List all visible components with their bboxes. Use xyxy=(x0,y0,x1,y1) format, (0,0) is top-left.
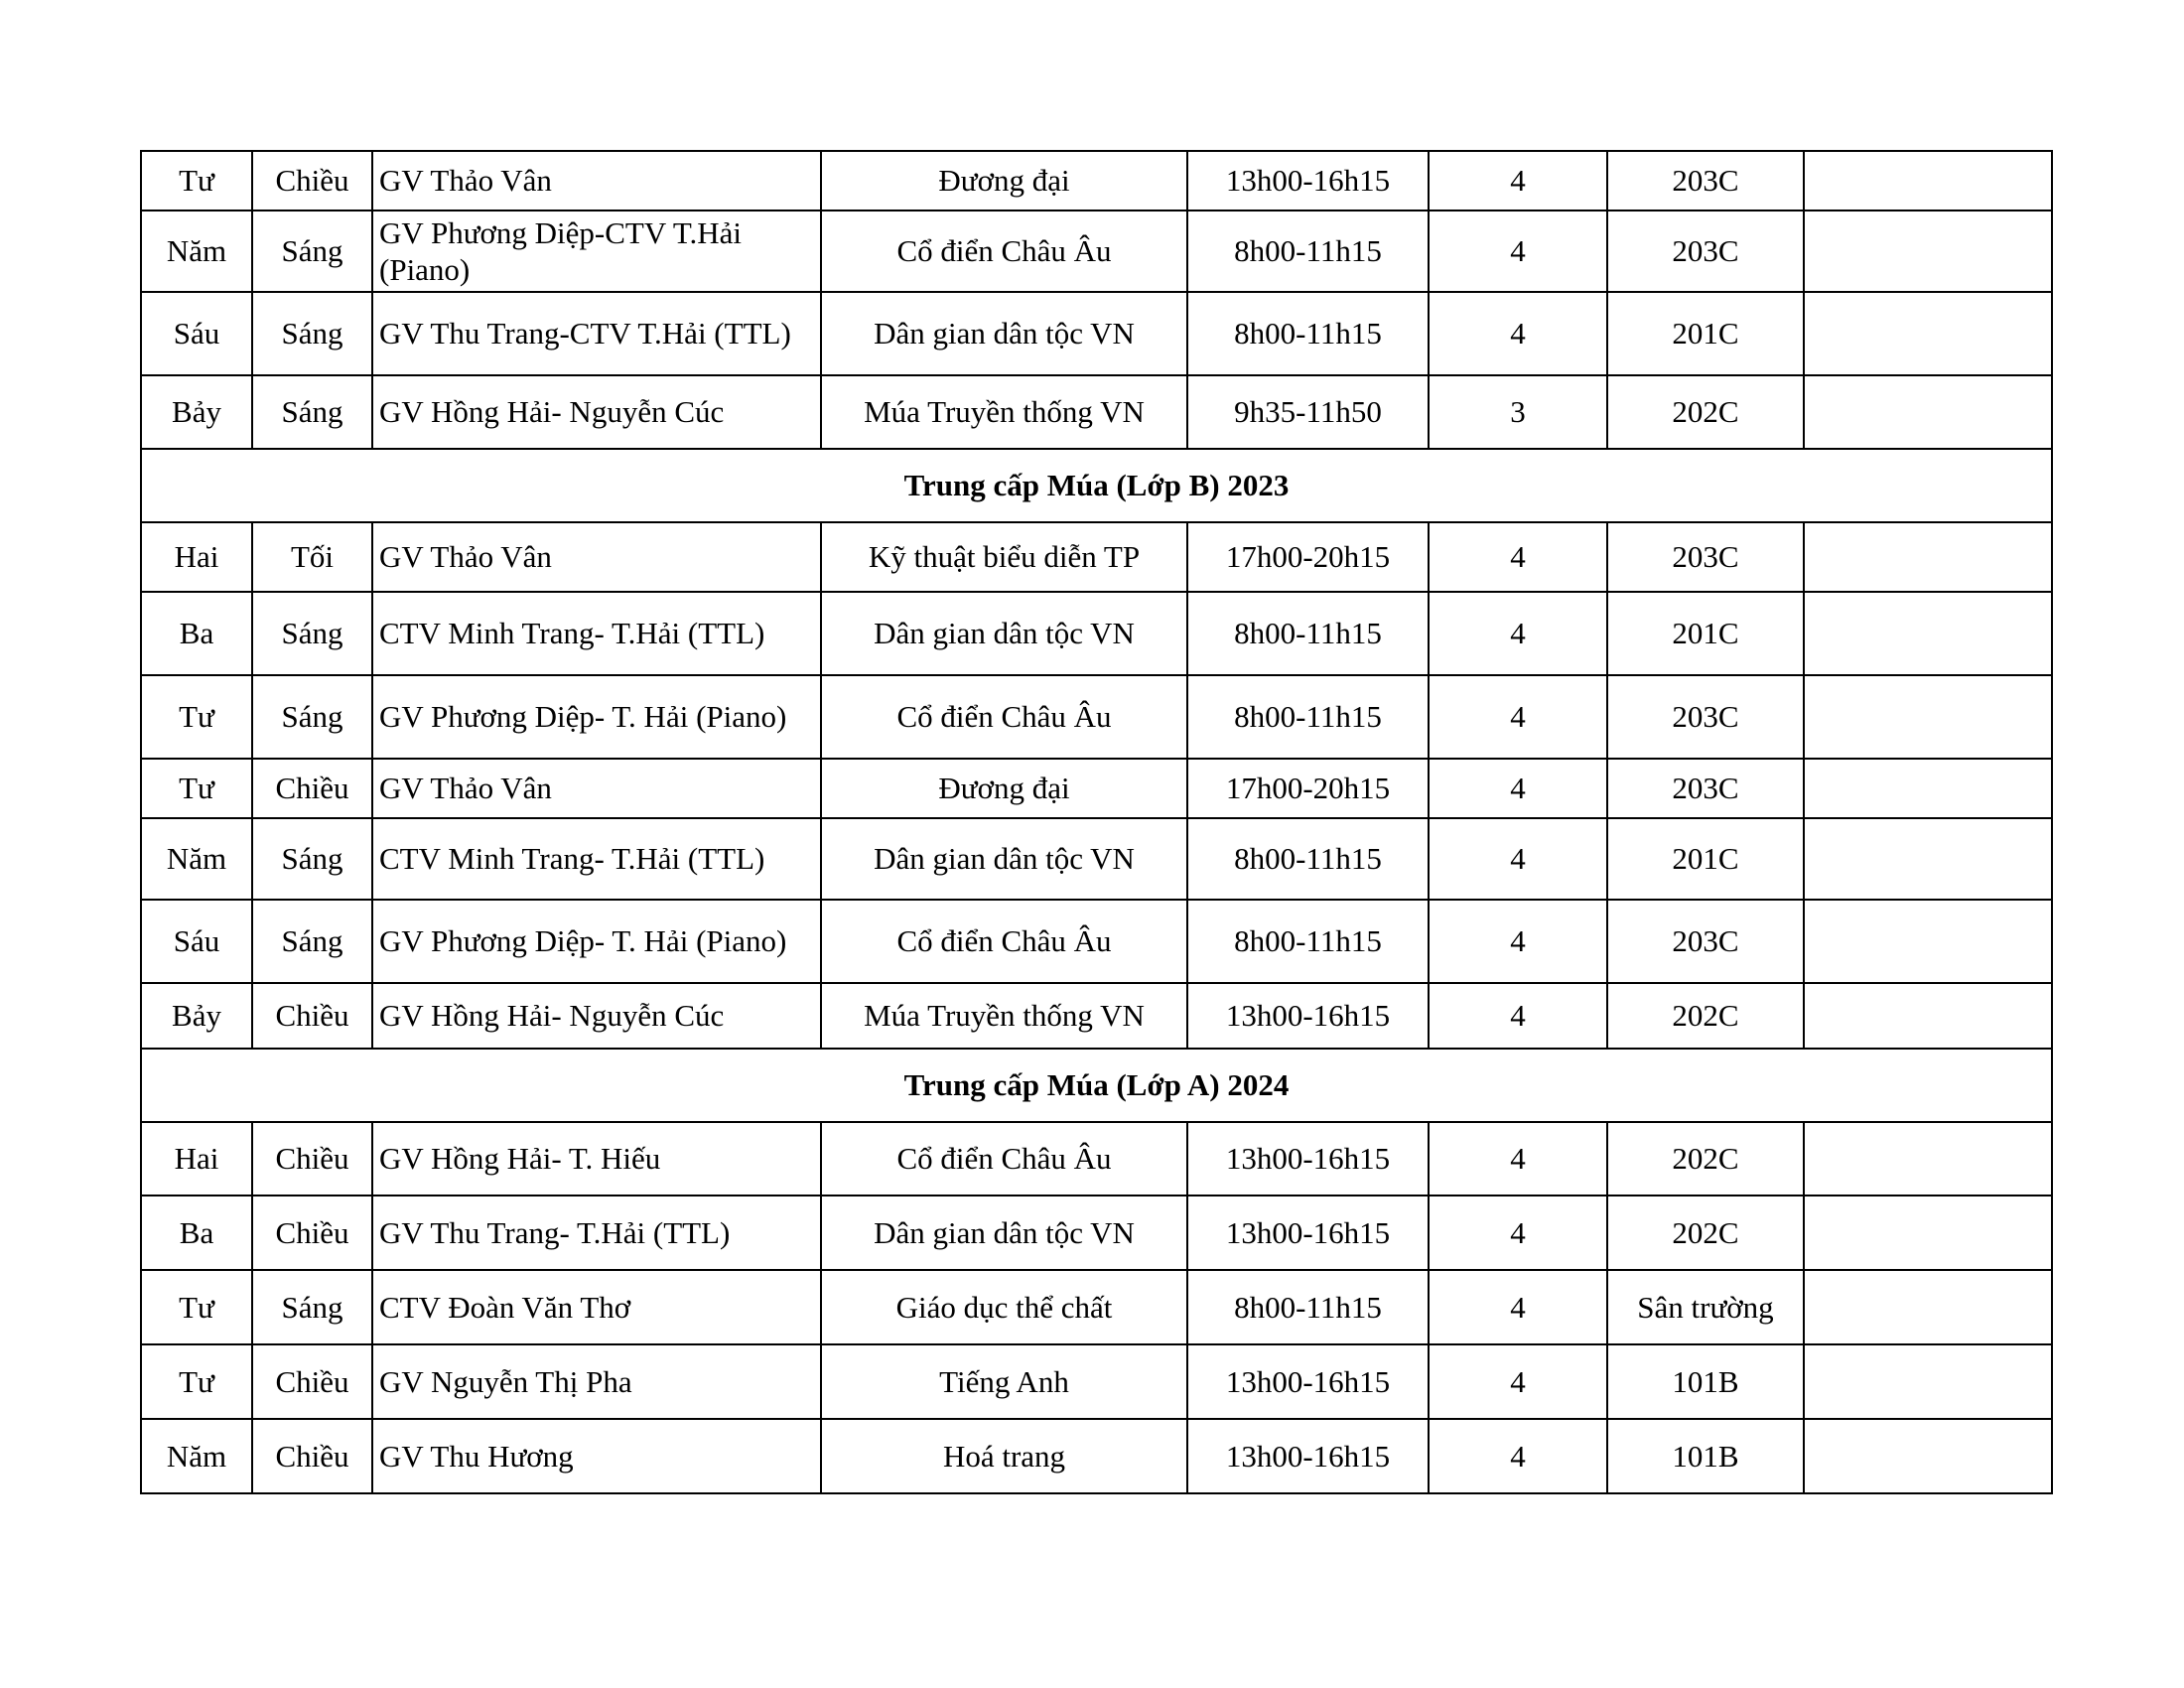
table-row xyxy=(141,983,2052,1049)
teacher-cell: GV Nguyễn Thị Pha xyxy=(372,1344,821,1419)
section-title: Trung cấp Múa (Lớp A) 2024 xyxy=(141,1049,2052,1122)
session-cell: Sáng xyxy=(252,292,372,375)
periods-cell: 4 xyxy=(1429,292,1607,375)
subject-cell: Kỹ thuật biểu diễn TP xyxy=(821,522,1187,592)
table-row xyxy=(141,900,2052,983)
subject-cell: Dân gian dân tộc VN xyxy=(821,1196,1187,1270)
session-cell: Sáng xyxy=(252,900,372,983)
note-cell xyxy=(1804,1270,2052,1344)
note-cell xyxy=(1804,1344,2052,1419)
subject-cell: Cổ điển Châu Âu xyxy=(821,900,1187,983)
teacher-cell: CTV Đoàn Văn Thơ xyxy=(372,1270,821,1344)
time-cell: 13h00-16h15 xyxy=(1187,1196,1429,1270)
time-cell: 13h00-16h15 xyxy=(1187,1122,1429,1196)
day-cell: Bảy xyxy=(141,983,252,1049)
table-row xyxy=(141,1419,2052,1493)
subject-cell: Cổ điển Châu Âu xyxy=(821,1122,1187,1196)
subject-cell: Hoá trang xyxy=(821,1419,1187,1493)
subject-cell: Giáo dục thể chất xyxy=(821,1270,1187,1344)
teacher-cell: GV Hồng Hải- T. Hiếu xyxy=(372,1122,821,1196)
teacher-cell: CTV Minh Trang- T.Hải (TTL) xyxy=(372,592,821,675)
time-cell: 13h00-16h15 xyxy=(1187,151,1429,211)
room-cell: 201C xyxy=(1607,818,1804,900)
session-cell: Chiều xyxy=(252,759,372,818)
table-row xyxy=(141,1196,2052,1270)
room-cell: 203C xyxy=(1607,900,1804,983)
day-cell: Năm xyxy=(141,211,252,292)
table-row xyxy=(141,759,2052,818)
day-cell: Hai xyxy=(141,1122,252,1196)
day-cell: Tư xyxy=(141,1344,252,1419)
room-cell: 101B xyxy=(1607,1344,1804,1419)
teacher-cell: GV Phương Diệp-CTV T.Hải (Piano) xyxy=(372,211,821,292)
session-cell: Sáng xyxy=(252,675,372,759)
room-cell: 202C xyxy=(1607,983,1804,1049)
session-cell: Sáng xyxy=(252,1270,372,1344)
periods-cell: 4 xyxy=(1429,900,1607,983)
time-cell: 13h00-16h15 xyxy=(1187,1344,1429,1419)
periods-cell: 4 xyxy=(1429,151,1607,211)
teacher-cell: GV Thảo Vân xyxy=(372,759,821,818)
teacher-cell: GV Thảo Vân xyxy=(372,522,821,592)
periods-cell: 4 xyxy=(1429,522,1607,592)
note-cell xyxy=(1804,522,2052,592)
day-cell: Tư xyxy=(141,151,252,211)
session-cell: Sáng xyxy=(252,592,372,675)
note-cell xyxy=(1804,211,2052,292)
session-cell: Chiều xyxy=(252,1196,372,1270)
subject-cell: Dân gian dân tộc VN xyxy=(821,292,1187,375)
note-cell xyxy=(1804,292,2052,375)
periods-cell: 4 xyxy=(1429,675,1607,759)
day-cell: Tư xyxy=(141,1270,252,1344)
table-row xyxy=(141,818,2052,900)
room-cell: 203C xyxy=(1607,211,1804,292)
periods-cell: 4 xyxy=(1429,818,1607,900)
table-row xyxy=(141,1270,2052,1344)
table-row xyxy=(141,1122,2052,1196)
subject-cell: Dân gian dân tộc VN xyxy=(821,592,1187,675)
day-cell: Sáu xyxy=(141,900,252,983)
session-cell: Tối xyxy=(252,522,372,592)
day-cell: Bảy xyxy=(141,375,252,449)
teacher-cell: GV Hồng Hải- Nguyễn Cúc xyxy=(372,983,821,1049)
note-cell xyxy=(1804,818,2052,900)
day-cell: Sáu xyxy=(141,292,252,375)
teacher-cell: GV Phương Diệp- T. Hải (Piano) xyxy=(372,900,821,983)
section-header-row xyxy=(141,449,2052,522)
subject-cell: Đương đại xyxy=(821,151,1187,211)
note-cell xyxy=(1804,759,2052,818)
table-row xyxy=(141,522,2052,592)
time-cell: 8h00-11h15 xyxy=(1187,675,1429,759)
table-row xyxy=(141,211,2052,292)
time-cell: 8h00-11h15 xyxy=(1187,211,1429,292)
day-cell: Tư xyxy=(141,759,252,818)
periods-cell: 4 xyxy=(1429,1270,1607,1344)
teacher-cell: GV Hồng Hải- Nguyễn Cúc xyxy=(372,375,821,449)
note-cell xyxy=(1804,983,2052,1049)
table-row xyxy=(141,292,2052,375)
note-cell xyxy=(1804,1419,2052,1493)
day-cell: Hai xyxy=(141,522,252,592)
schedule-body xyxy=(141,151,2052,1493)
note-cell xyxy=(1804,1122,2052,1196)
room-cell: 203C xyxy=(1607,522,1804,592)
session-cell: Chiều xyxy=(252,1419,372,1493)
time-cell: 8h00-11h15 xyxy=(1187,292,1429,375)
periods-cell: 4 xyxy=(1429,1344,1607,1419)
session-cell: Chiều xyxy=(252,1344,372,1419)
periods-cell: 4 xyxy=(1429,592,1607,675)
time-cell: 17h00-20h15 xyxy=(1187,759,1429,818)
session-cell: Chiều xyxy=(252,151,372,211)
room-cell: 201C xyxy=(1607,592,1804,675)
subject-cell: Đương đại xyxy=(821,759,1187,818)
table-row xyxy=(141,592,2052,675)
note-cell xyxy=(1804,675,2052,759)
room-cell: 202C xyxy=(1607,375,1804,449)
teacher-cell: GV Thảo Vân xyxy=(372,151,821,211)
subject-cell: Dân gian dân tộc VN xyxy=(821,818,1187,900)
room-cell: 202C xyxy=(1607,1196,1804,1270)
periods-cell: 4 xyxy=(1429,1196,1607,1270)
time-cell: 8h00-11h15 xyxy=(1187,1270,1429,1344)
subject-cell: Cổ điển Châu Âu xyxy=(821,675,1187,759)
periods-cell: 4 xyxy=(1429,1122,1607,1196)
day-cell: Ba xyxy=(141,592,252,675)
room-cell: 203C xyxy=(1607,759,1804,818)
subject-cell: Tiếng Anh xyxy=(821,1344,1187,1419)
subject-cell: Múa Truyền thống VN xyxy=(821,375,1187,449)
room-cell: 101B xyxy=(1607,1419,1804,1493)
periods-cell: 4 xyxy=(1429,759,1607,818)
subject-cell: Múa Truyền thống VN xyxy=(821,983,1187,1049)
note-cell xyxy=(1804,375,2052,449)
session-cell: Chiều xyxy=(252,983,372,1049)
teacher-cell: GV Thu Trang-CTV T.Hải (TTL) xyxy=(372,292,821,375)
teacher-cell: GV Thu Hương xyxy=(372,1419,821,1493)
time-cell: 8h00-11h15 xyxy=(1187,818,1429,900)
teacher-cell: CTV Minh Trang- T.Hải (TTL) xyxy=(372,818,821,900)
session-cell: Sáng xyxy=(252,375,372,449)
room-cell: Sân trường xyxy=(1607,1270,1804,1344)
note-cell xyxy=(1804,1196,2052,1270)
room-cell: 201C xyxy=(1607,292,1804,375)
section-header-row xyxy=(141,1049,2052,1122)
schedule-table xyxy=(140,150,2053,1494)
periods-cell: 4 xyxy=(1429,1419,1607,1493)
room-cell: 202C xyxy=(1607,1122,1804,1196)
room-cell: 203C xyxy=(1607,675,1804,759)
time-cell: 8h00-11h15 xyxy=(1187,900,1429,983)
teacher-cell: GV Thu Trang- T.Hải (TTL) xyxy=(372,1196,821,1270)
table-row xyxy=(141,1344,2052,1419)
table-row xyxy=(141,675,2052,759)
note-cell xyxy=(1804,151,2052,211)
table-row xyxy=(141,151,2052,211)
periods-cell: 4 xyxy=(1429,983,1607,1049)
session-cell: Sáng xyxy=(252,211,372,292)
session-cell: Chiều xyxy=(252,1122,372,1196)
day-cell: Ba xyxy=(141,1196,252,1270)
room-cell: 203C xyxy=(1607,151,1804,211)
note-cell xyxy=(1804,592,2052,675)
periods-cell: 4 xyxy=(1429,211,1607,292)
periods-cell: 3 xyxy=(1429,375,1607,449)
time-cell: 13h00-16h15 xyxy=(1187,1419,1429,1493)
time-cell: 8h00-11h15 xyxy=(1187,592,1429,675)
day-cell: Tư xyxy=(141,675,252,759)
subject-cell: Cổ điển Châu Âu xyxy=(821,211,1187,292)
time-cell: 17h00-20h15 xyxy=(1187,522,1429,592)
session-cell: Sáng xyxy=(252,818,372,900)
day-cell: Năm xyxy=(141,818,252,900)
time-cell: 13h00-16h15 xyxy=(1187,983,1429,1049)
table-row xyxy=(141,375,2052,449)
day-cell: Năm xyxy=(141,1419,252,1493)
time-cell: 9h35-11h50 xyxy=(1187,375,1429,449)
teacher-cell: GV Phương Diệp- T. Hải (Piano) xyxy=(372,675,821,759)
section-title: Trung cấp Múa (Lớp B) 2023 xyxy=(141,449,2052,522)
note-cell xyxy=(1804,900,2052,983)
